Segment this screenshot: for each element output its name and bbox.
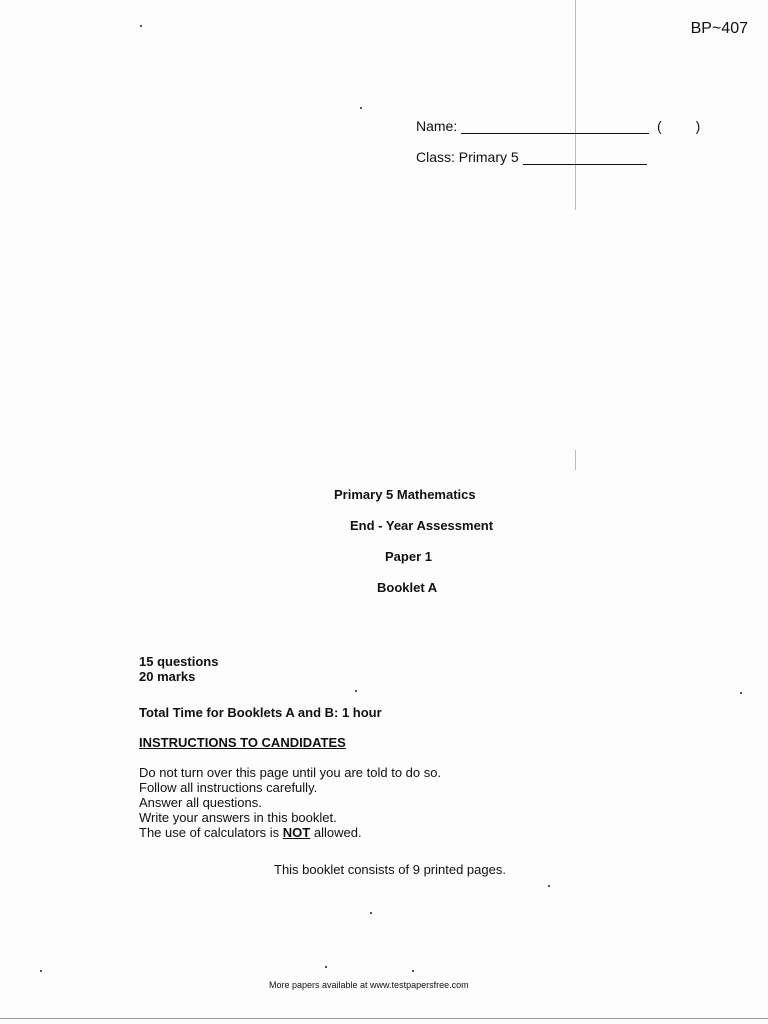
footer-note: More papers available at www.testpapersfree.com (269, 980, 469, 990)
scan-speck (370, 912, 372, 914)
name-label: Name: (416, 118, 458, 134)
scan-bottom-edge (0, 1018, 768, 1019)
booklet-name: Booklet A (377, 580, 438, 595)
instruction-line: Write your answers in this booklet. (139, 810, 337, 825)
scan-speck (355, 690, 357, 692)
scan-fold-line (575, 450, 576, 470)
calculator-rule-emphasis: NOT (282, 825, 311, 840)
scan-speck (412, 970, 414, 972)
calculator-rule-end: allowed. (310, 825, 362, 840)
question-count: 15 questions (139, 654, 219, 669)
class-blank-line (523, 150, 647, 165)
class-field (416, 149, 647, 165)
scan-speck (548, 885, 550, 887)
class-label: Class: Primary 5 (416, 149, 519, 165)
scan-speck (140, 25, 142, 27)
assessment-title: End - Year Assessment (350, 518, 494, 533)
subject-title: Primary 5 Mathematics (334, 487, 476, 502)
scan-speck (40, 970, 42, 972)
instructions-list (139, 765, 441, 840)
name-blank-line (461, 119, 649, 134)
scan-speck (325, 966, 327, 968)
instruction-line: Do not turn over this page until you are told to do so. (139, 765, 442, 780)
calculator-rule-text: The use of calculators is (139, 825, 283, 840)
instruction-line: Answer all questions. (139, 795, 262, 810)
scan-fold-line (575, 0, 576, 210)
paper-number: Paper 1 (385, 549, 432, 564)
register-bracket-close: ) (695, 118, 701, 134)
page-count-note: This booklet consists of 9 printed pages. (274, 862, 506, 877)
paper-code: BP~407 (690, 20, 748, 37)
instruction-line: Follow all instructions carefully. (139, 780, 318, 795)
total-time: Total Time for Booklets A and B: 1 hour (139, 705, 382, 720)
scan-speck (360, 107, 362, 109)
instructions-heading: INSTRUCTIONS TO CANDIDATES (139, 735, 346, 750)
name-field (416, 118, 700, 134)
mark-count: 20 marks (139, 669, 196, 684)
register-bracket-open: ( (657, 118, 662, 134)
scan-speck (740, 692, 742, 694)
instruction-line (139, 825, 441, 840)
